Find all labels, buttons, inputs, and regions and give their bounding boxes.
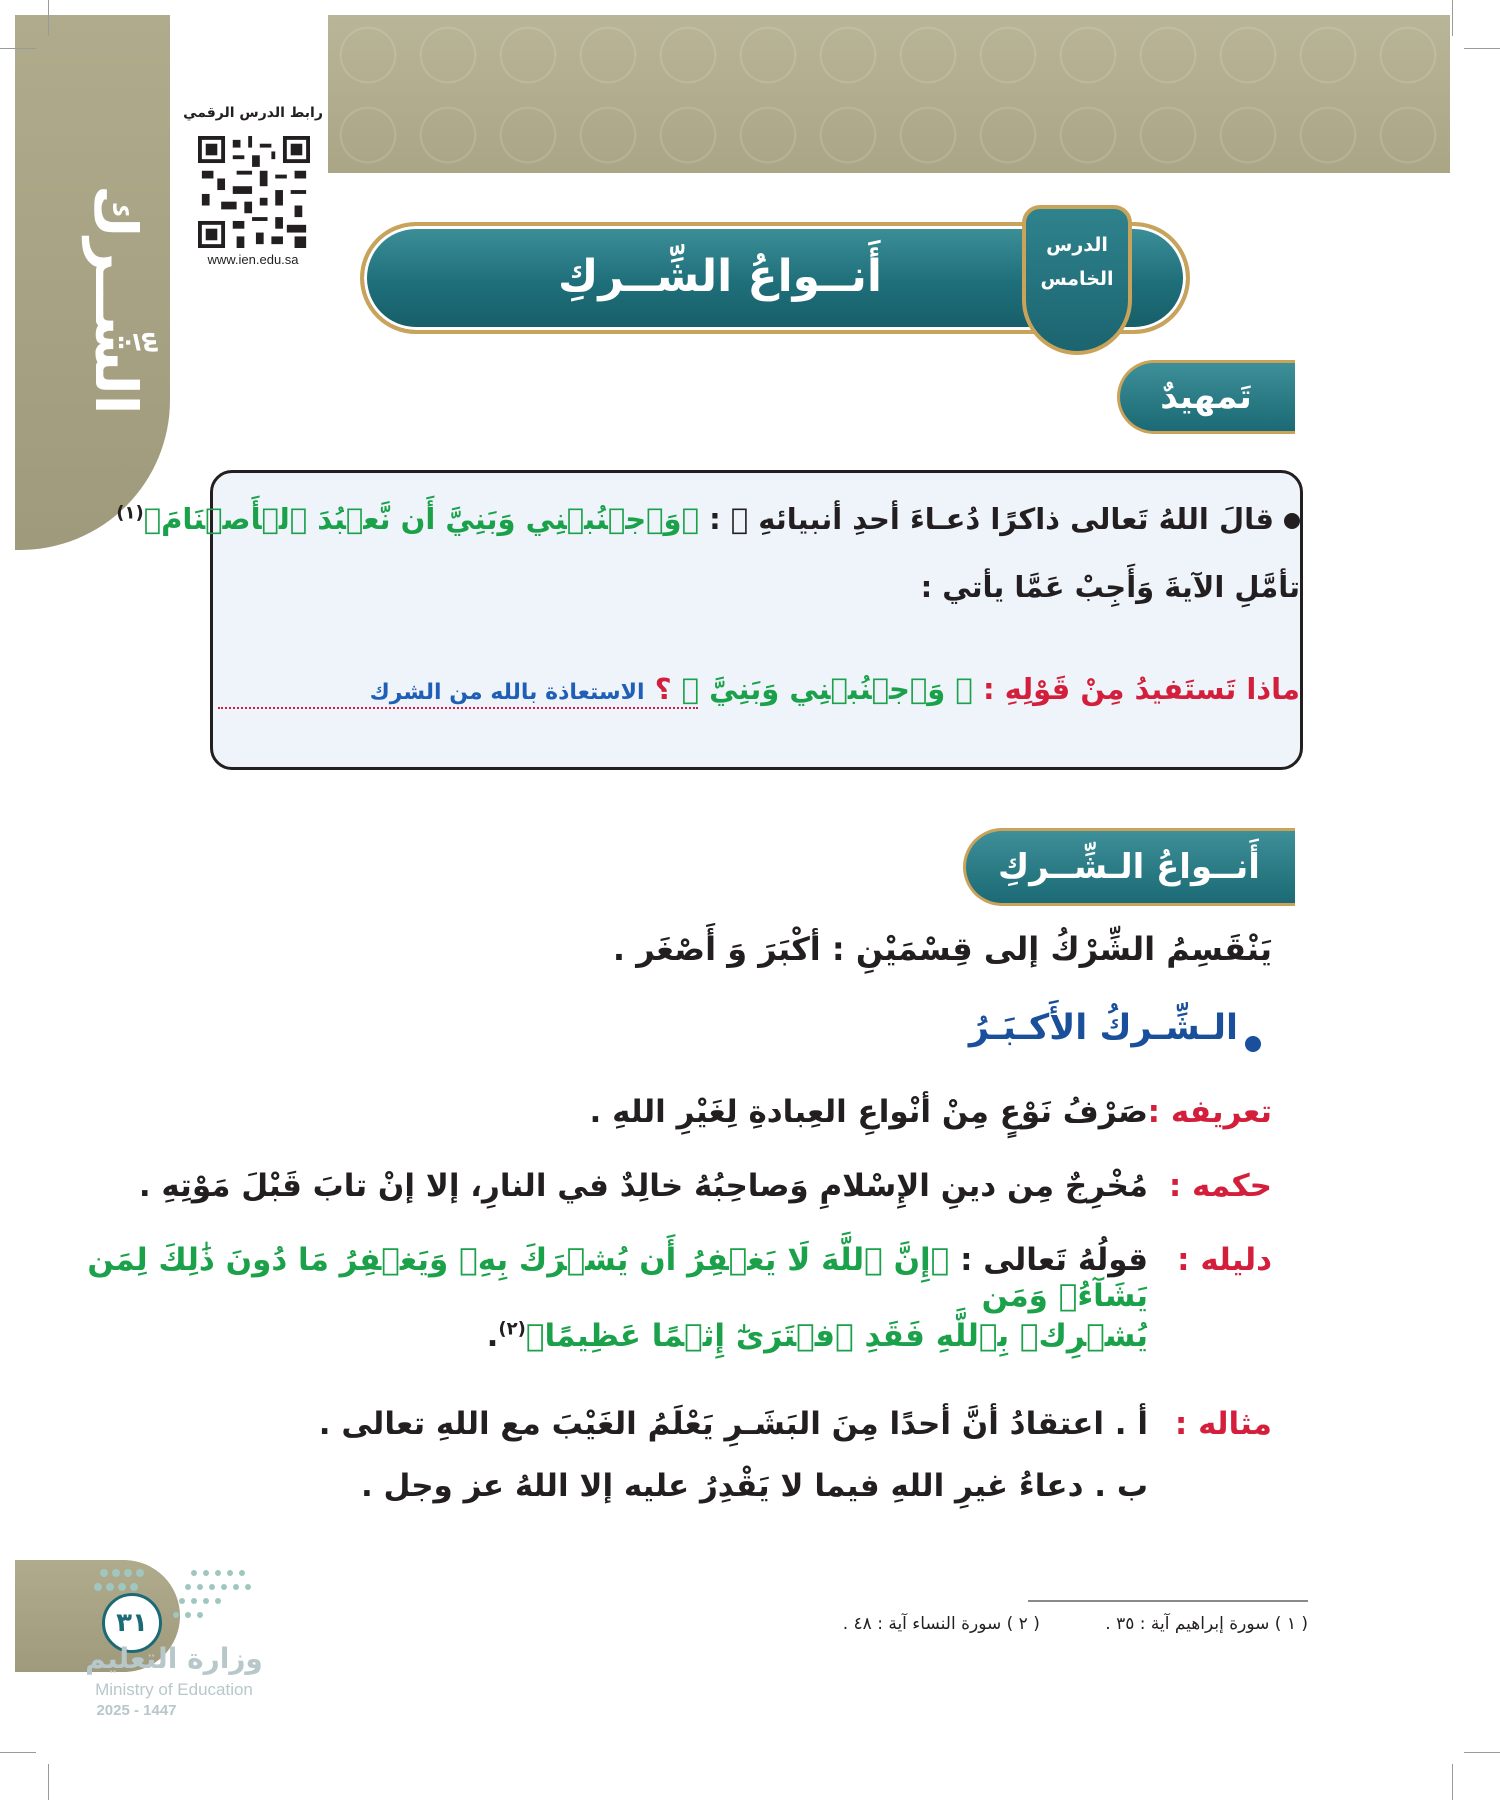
footnote-rule — [1028, 1600, 1308, 1602]
footnote-1: ( ١ ) سورة إبراهيم آية : ٣٥ . — [1105, 1614, 1308, 1634]
page-number: ٣١ — [116, 1608, 148, 1638]
ruling-text: مُخْرِجٌ مِن دينِ الإِسْلامِ وَصاحِبُهُ خالِدٌ في النارِ، إلا إنْ تابَ قَبْلَ مَوْتِهِ . — [138, 1168, 1148, 1204]
example-b: ب . دعاءُ غيرِ اللهِ فيما لا يَقْدِرُ عليه إلا اللهُ عز وجل . — [360, 1468, 1148, 1504]
example-a: أ . اعتقادُ أنَّ أحدًا مِنَ البَشَـرِ يَعْلَمُ الغَيْبَ مع اللهِ تعالى . — [318, 1406, 1148, 1442]
prelude-line1-text: قالَ اللهُ تَعالى ذاكرًا دُعـاءَ أحدِ أنبيائهِ ﷺ : — [709, 502, 1274, 536]
lesson-title: أَنــواعُ الشِّــركِ — [558, 251, 882, 302]
crop-mark — [0, 48, 36, 49]
proof-line-2 — [487, 1318, 1148, 1354]
quran-verse: ﴿ وَٱجۡنُبۡنِي وَبَنِيَّ ﴾ — [681, 672, 973, 706]
proof-line-1 — [0, 1242, 1148, 1314]
definition-text: صَرْفُ نَوْعٍ مِنْ أنْواعِ العِبادةِ لِغَيْرِ اللهِ . — [589, 1094, 1148, 1130]
bullet-icon — [1245, 1036, 1261, 1052]
prelude-line-1 — [116, 502, 1300, 536]
question-mark: ؟ — [654, 672, 672, 706]
quran-verse: ﴿وَٱجۡنُبۡنِي وَبَنِيَّ أَن نَّعۡبُدَ ٱلۡأَصۡنَامَ﴾ — [143, 502, 699, 536]
question-prefix: ماذا تَستَفيدُ مِنْ قَوْلِهِ : — [982, 672, 1300, 706]
question-answer: الاستعاذة بالله من الشرك — [369, 680, 645, 705]
answer-dotted-line — [218, 707, 698, 709]
crop-mark — [1452, 0, 1453, 36]
footnote-ref: (١) — [116, 502, 144, 524]
header-pattern — [328, 15, 1450, 173]
definition-label: تعريفه : — [1147, 1094, 1272, 1130]
types-intro: يَنْقَسِمُ الشِّرْكُ إلى قِسْمَيْنِ : أكْبَرَ وَ أَصْغَر . — [612, 930, 1272, 968]
crop-mark — [1452, 1764, 1453, 1800]
crop-mark — [1464, 1752, 1500, 1753]
example-label: مثاله : — [1174, 1406, 1272, 1442]
footnotes — [843, 1614, 1308, 1634]
edition-year: 2025 - 1447 — [96, 1702, 177, 1719]
types-heading: أَنــواعُ الـشِّــركِ — [998, 847, 1260, 887]
quran-verse: يُشۡرِكۡ بِٱللَّهِ فَقَدِ ٱفۡتَرَىٰٓ إِثۡمًا عَظِيمًا﴾ — [525, 1318, 1148, 1354]
qr-label: رابط الدرس الرقمي — [183, 105, 323, 121]
ministry-name-en: Ministry of Education — [95, 1680, 253, 1699]
lesson-badge-line2: الخامس — [1040, 268, 1114, 290]
crop-mark — [1464, 48, 1500, 49]
ruling-label: حكمه : — [1168, 1168, 1272, 1204]
proof-prefix: قولُهُ تَعالى : — [960, 1242, 1148, 1278]
bullet-icon — [1284, 513, 1300, 529]
crop-mark — [48, 1764, 49, 1800]
footnote-ref: (٢) — [498, 1318, 526, 1340]
footnote-2: ( ٢ ) سورة النساء آية : ٤٨ . — [842, 1614, 1040, 1634]
proof-label: دليله : — [1177, 1242, 1272, 1278]
unit-side-title: الشِّــرك — [82, 185, 150, 415]
proof-end: . — [486, 1318, 499, 1354]
quran-verse: ﴿إِنَّ ٱللَّهَ لَا يَغۡفِرُ أَن يُشۡرَكَ بِهِۦ وَيَغۡفِرُ مَا دُونَ ذَٰلِكَ لِمَن يَشَآءُۚ وَمَن — [87, 1242, 1148, 1314]
crop-mark — [48, 0, 49, 36]
crop-mark — [0, 1752, 36, 1753]
ministry-name-ar: وزارة التعليم — [85, 1642, 263, 1675]
lesson-number-text — [1028, 228, 1126, 296]
prelude-line-2: تأمَّلِ الآيةَ وَأَجِبْ عَمَّا يأتي : — [920, 570, 1300, 604]
lesson-badge-line1: الدرس — [1046, 234, 1108, 256]
qr-url[interactable]: www.ien.edu.sa — [207, 252, 299, 267]
major-shirk-heading: الـشِّـركُ الأَكـبَـرُ — [968, 1008, 1238, 1048]
prelude-heading: تَمهيدٌ — [1160, 377, 1252, 417]
qr-code-icon[interactable] — [198, 136, 310, 248]
prelude-question — [370, 672, 1300, 706]
